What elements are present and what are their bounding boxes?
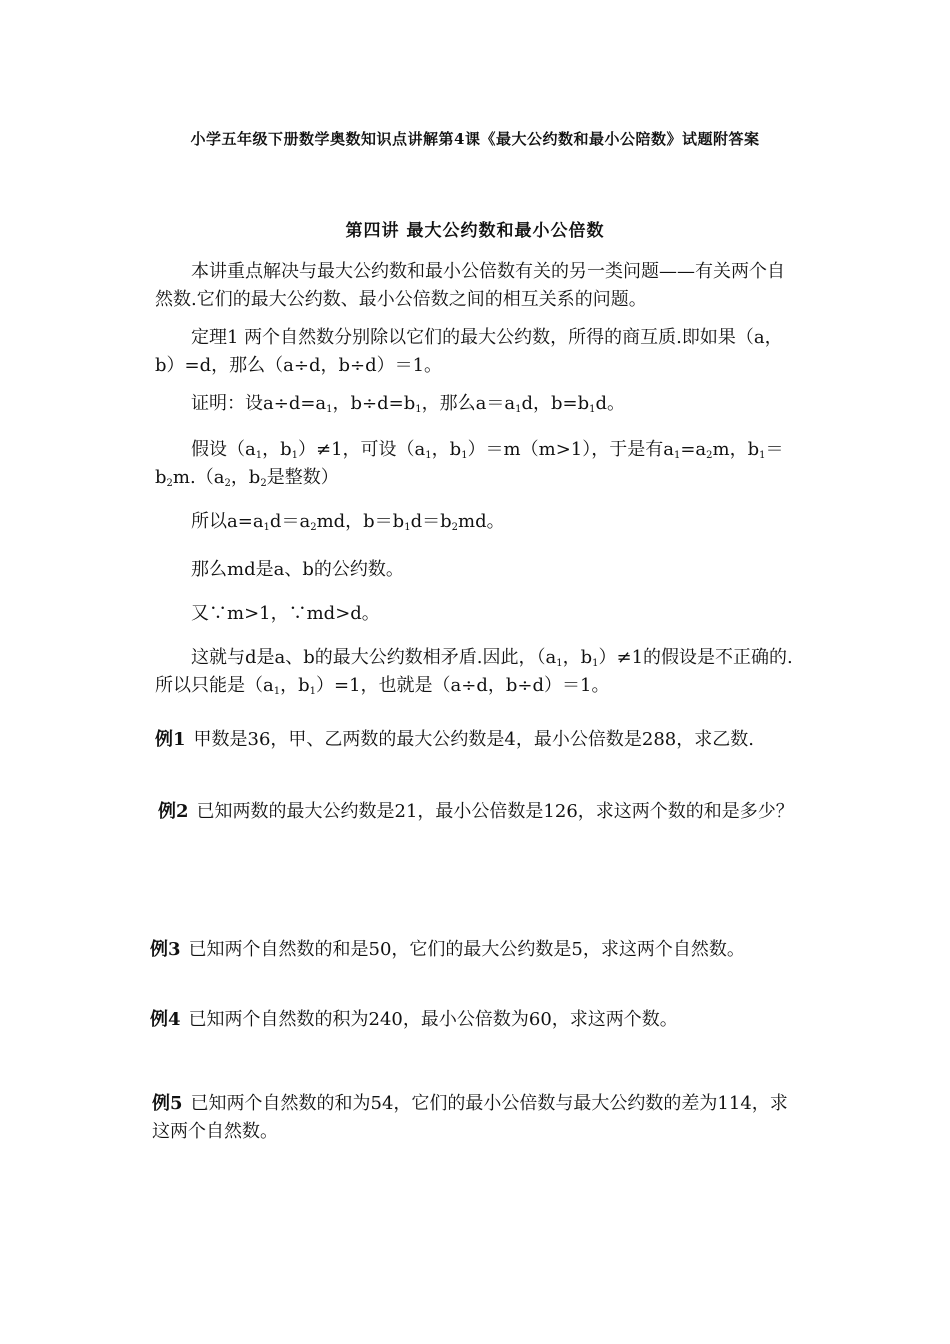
example-3 bbox=[150, 936, 830, 964]
contradiction-paragraph: 这就与d是a、b的最大公约数相矛盾.因此，（$a_1$，$b_1)\ne 1$的假设是不正确的.所以只能是（$a_1$，$b_1)=1$，也就是（a÷d，b÷d）＝1。 bbox=[155, 647, 793, 697]
example-label: 例1 bbox=[155, 729, 186, 750]
assumption-paragraph: 假设（$a_1$，$b_1)\ne 1$，可设（$a_1$，$b_1)=m(m>1)$，于是有$a_1=a_2m$，$b_1=b_2m.(a_2$，$b_2$是整数） bbox=[155, 439, 784, 489]
common-divisor-line: 那么md是a、b的公约数。 bbox=[191, 559, 404, 580]
proof-paragraph: 证明：设$a\div d=a_1$，$b\div d=b_1$，那么$a=a_1d$，$b=b_1d$。 bbox=[191, 393, 626, 415]
example-4 bbox=[150, 1006, 830, 1034]
example-label: 例4 bbox=[150, 1009, 181, 1030]
example-label: 例3 bbox=[150, 939, 181, 960]
example-text: 已知两个自然数的和为54，它们的最小公倍数与最大公约数的差为114，求这两个自然数。 bbox=[152, 1093, 788, 1142]
example-2 bbox=[158, 798, 798, 826]
example-text: 已知两个自然数的和是50，它们的最大公约数是5，求这两个自然数。 bbox=[188, 939, 745, 960]
example-label: 例2 bbox=[158, 801, 189, 822]
example-label: 例5 bbox=[152, 1093, 183, 1114]
intro-paragraph: 本讲重点解决与最大公约数和最小公倍数有关的另一类问题——有关两个自然数.它们的最大公约数、最小公倍数之间的相互关系的问题。 bbox=[155, 261, 785, 310]
therefore-paragraph: 所以$a=a_1d=a_2md$，$b=b_1d=b_2md$。 bbox=[191, 511, 505, 533]
example-5 bbox=[152, 1090, 802, 1146]
example-1 bbox=[155, 726, 815, 754]
theorem-paragraph: 定理1 两个自然数分别除以它们的最大公约数，所得的商互质.即如果（a，b）=d，那么（a÷d，b÷d）＝1。 bbox=[155, 327, 783, 376]
document-title: 小学五年级下册数学奥数知识点讲解第4课《最大公约数和最小公陪数》试题附答案 bbox=[190, 130, 760, 148]
example-text: 甲数是36，甲、乙两数的最大公约数是4，最小公倍数是288，求乙数. bbox=[193, 729, 754, 750]
example-text: 已知两数的最大公约数是21，最小公倍数是126，求这两个数的和是多少？ bbox=[196, 801, 794, 822]
lecture-heading: 第四讲 最大公约数和最小公倍数 bbox=[345, 221, 605, 241]
example-text: 已知两个自然数的积为240，最小公倍数为60，求这两个数。 bbox=[188, 1009, 678, 1030]
inequality-line: 又∵m>1，∵md>d。 bbox=[191, 603, 380, 624]
